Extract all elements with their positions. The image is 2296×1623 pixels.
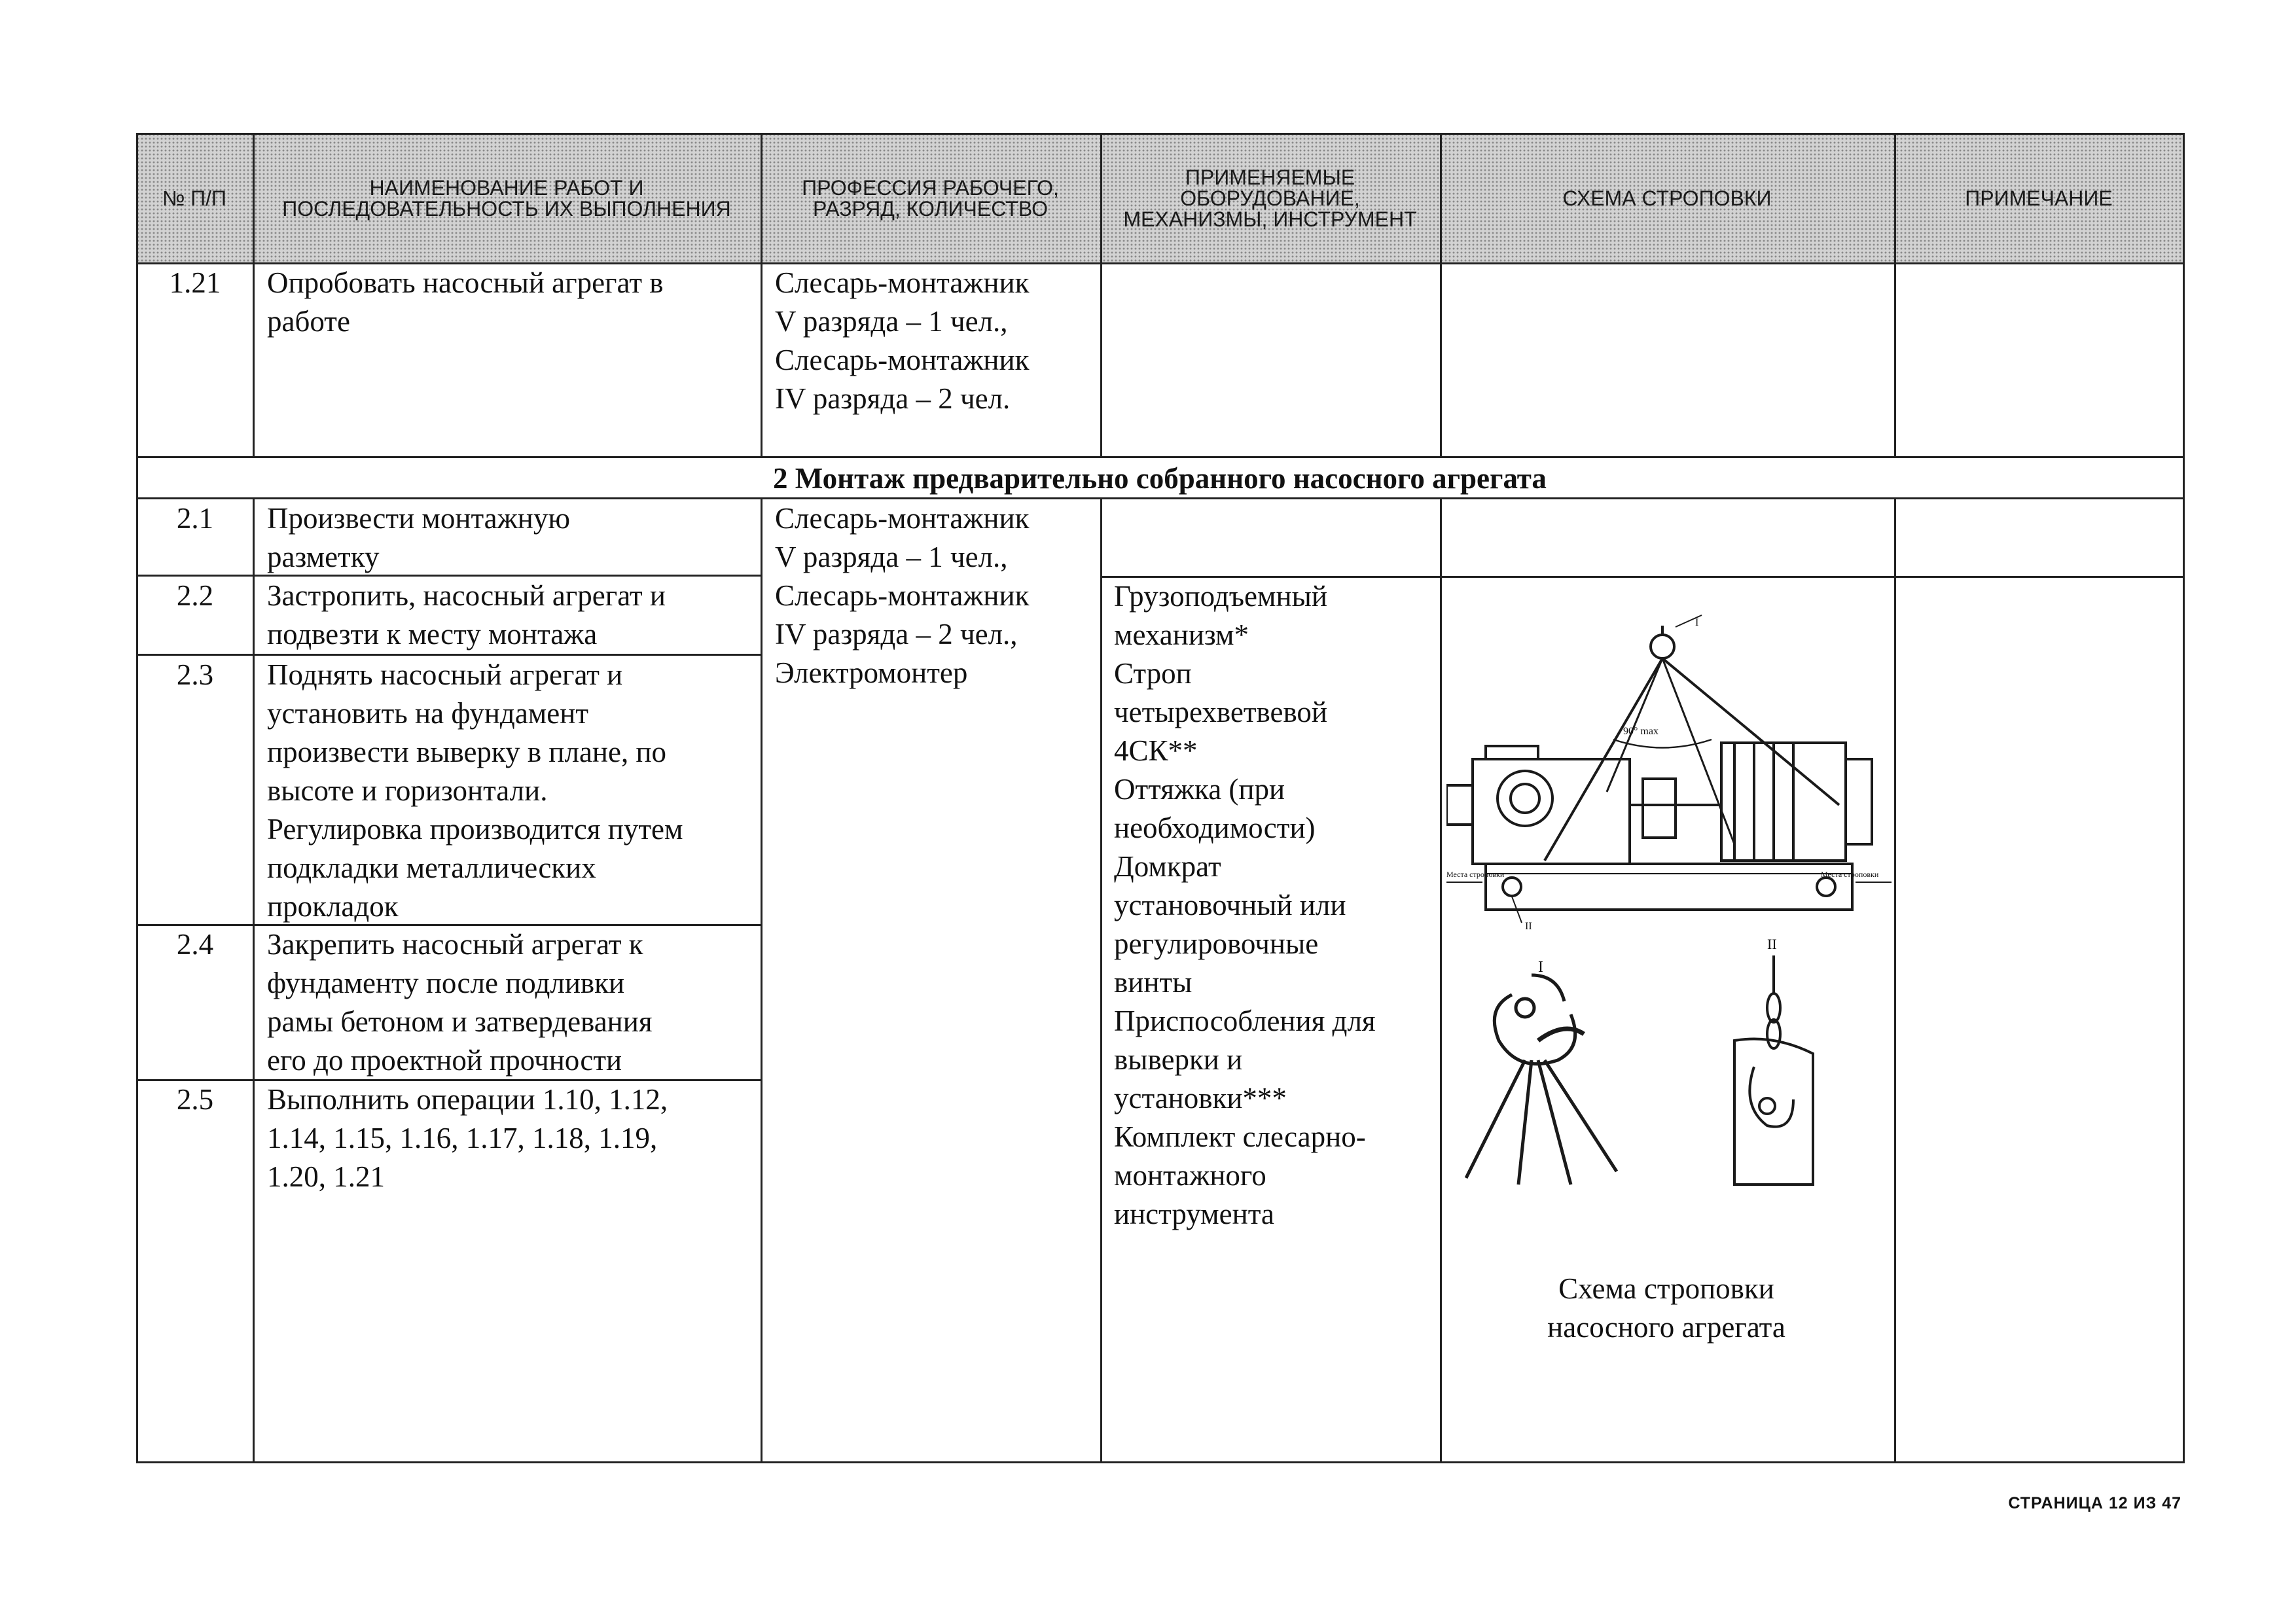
table-border-top <box>136 133 2185 135</box>
row-1-21-number: 1.21 <box>169 266 221 299</box>
col-1-divider-upper <box>253 133 255 458</box>
col-4-divider-upper <box>1440 133 1442 458</box>
detail-ii-hook-figure <box>1734 955 1813 1185</box>
header-col-number: № П/П <box>162 186 227 210</box>
label-angle: 90° max <box>1623 726 1659 737</box>
row-1-21-work: Опробовать насосный агрегат в работе <box>267 266 664 338</box>
col-1-divider-lower <box>253 497 255 1463</box>
row-2-4-number: 2.4 <box>176 928 214 961</box>
header-col-scheme: СХЕМА СТРОПОВКИ <box>1562 186 1772 210</box>
detail-i-label: I <box>1538 959 1543 976</box>
row-2-1-number: 2.1 <box>176 502 214 535</box>
label-sling-place-left: Места строповки <box>1446 870 1505 879</box>
col-5-divider-lower <box>1894 497 1896 1463</box>
label-detail-marker: II <box>1525 921 1532 932</box>
row-1-21-profession: Слесарь-монтажник V разряда – 1 чел., Слесарь-монтажник IV разряда – 2 чел. <box>775 266 1030 415</box>
row-2-3-work: Поднять насосный агрегат и установить на фундамент произвести выверку в плане, по высоте и горизонтали. Регулировка производится путем подкладки металлических прокладок <box>267 658 683 923</box>
detail-i-hook-figure <box>1466 975 1617 1185</box>
table-border-left <box>136 133 138 1463</box>
col-2-divider-upper <box>761 133 762 458</box>
header-col-equipment: ПРИМЕНЯЕМЫЕ ОБОРУДОВАНИЕ, МЕХАНИЗМЫ, ИНСТРУМЕНТ <box>1123 165 1417 231</box>
col-3-divider-upper <box>1100 133 1102 458</box>
row-2-3-number: 2.3 <box>176 658 214 691</box>
row-2-4-work: Закрепить насосный агрегат к фундаменту после подливки рамы бетоном и затвердевания его до проектной прочности <box>267 928 653 1077</box>
row-2-5-work: Выполнить операции 1.10, 1.12, 1.14, 1.15, 1.16, 1.17, 1.18, 1.19, 1.20, 1.21 <box>267 1083 668 1193</box>
page-number: СТРАНИЦА 12 ИЗ 47 <box>2008 1494 2181 1512</box>
detail-ii-label: II <box>1767 936 1777 952</box>
section-2-title: 2 Монтаж предварительно собранного насосного агрегата <box>773 462 1547 495</box>
section-2-profession: Слесарь-монтажник V разряда – 1 чел., Слесарь-монтажник IV разряда – 2 чел., Электромонтер <box>775 502 1030 689</box>
sling-line-right <box>1662 658 1839 805</box>
table-border-bottom <box>136 1461 2185 1463</box>
col-3-divider-lower <box>1100 497 1102 1463</box>
row-2-5-number: 2.5 <box>176 1083 214 1116</box>
rigging-scheme-drawing <box>1446 609 1892 1263</box>
label-sling-place-right: Места строповки <box>1821 870 1879 879</box>
col-2-divider-lower <box>761 497 762 1463</box>
header-col-profession: ПРОФЕССИЯ РАБОЧЕГО, РАЗРЯД, КОЛИЧЕСТВО <box>802 175 1059 221</box>
row-2-1-work: Произвести монтажную разметку <box>267 502 570 573</box>
label-number-1: I <box>1695 617 1699 628</box>
col-5-divider-upper <box>1894 133 1896 458</box>
header-col-work: НАИМЕНОВАНИЕ РАБОТ И ПОСЛЕДОВАТЕЛЬНОСТЬ ИХ ВЫПОЛНЕНИЯ <box>282 175 731 221</box>
figure-caption: Схема строповки насосного агрегата <box>1547 1272 1785 1344</box>
crane-hook-ring <box>1651 635 1674 658</box>
header-col-note: ПРИМЕЧАНИЕ <box>1965 186 2113 210</box>
row-2-2-work: Застропить, насосный агрегат и подвезти к месту монтажа <box>267 579 666 651</box>
table-border-right <box>2183 133 2185 1463</box>
section-2-equipment: Грузоподъемный механизм* Строп четырехветвевой 4СК** Оттяжка (при необходимости) Домкрат установочный или регулировочные винты Приспособления для выверки и установки*** Комплект слесарно- монтажного инструмента <box>1114 580 1376 1230</box>
row-2-2-number: 2.2 <box>176 579 214 612</box>
